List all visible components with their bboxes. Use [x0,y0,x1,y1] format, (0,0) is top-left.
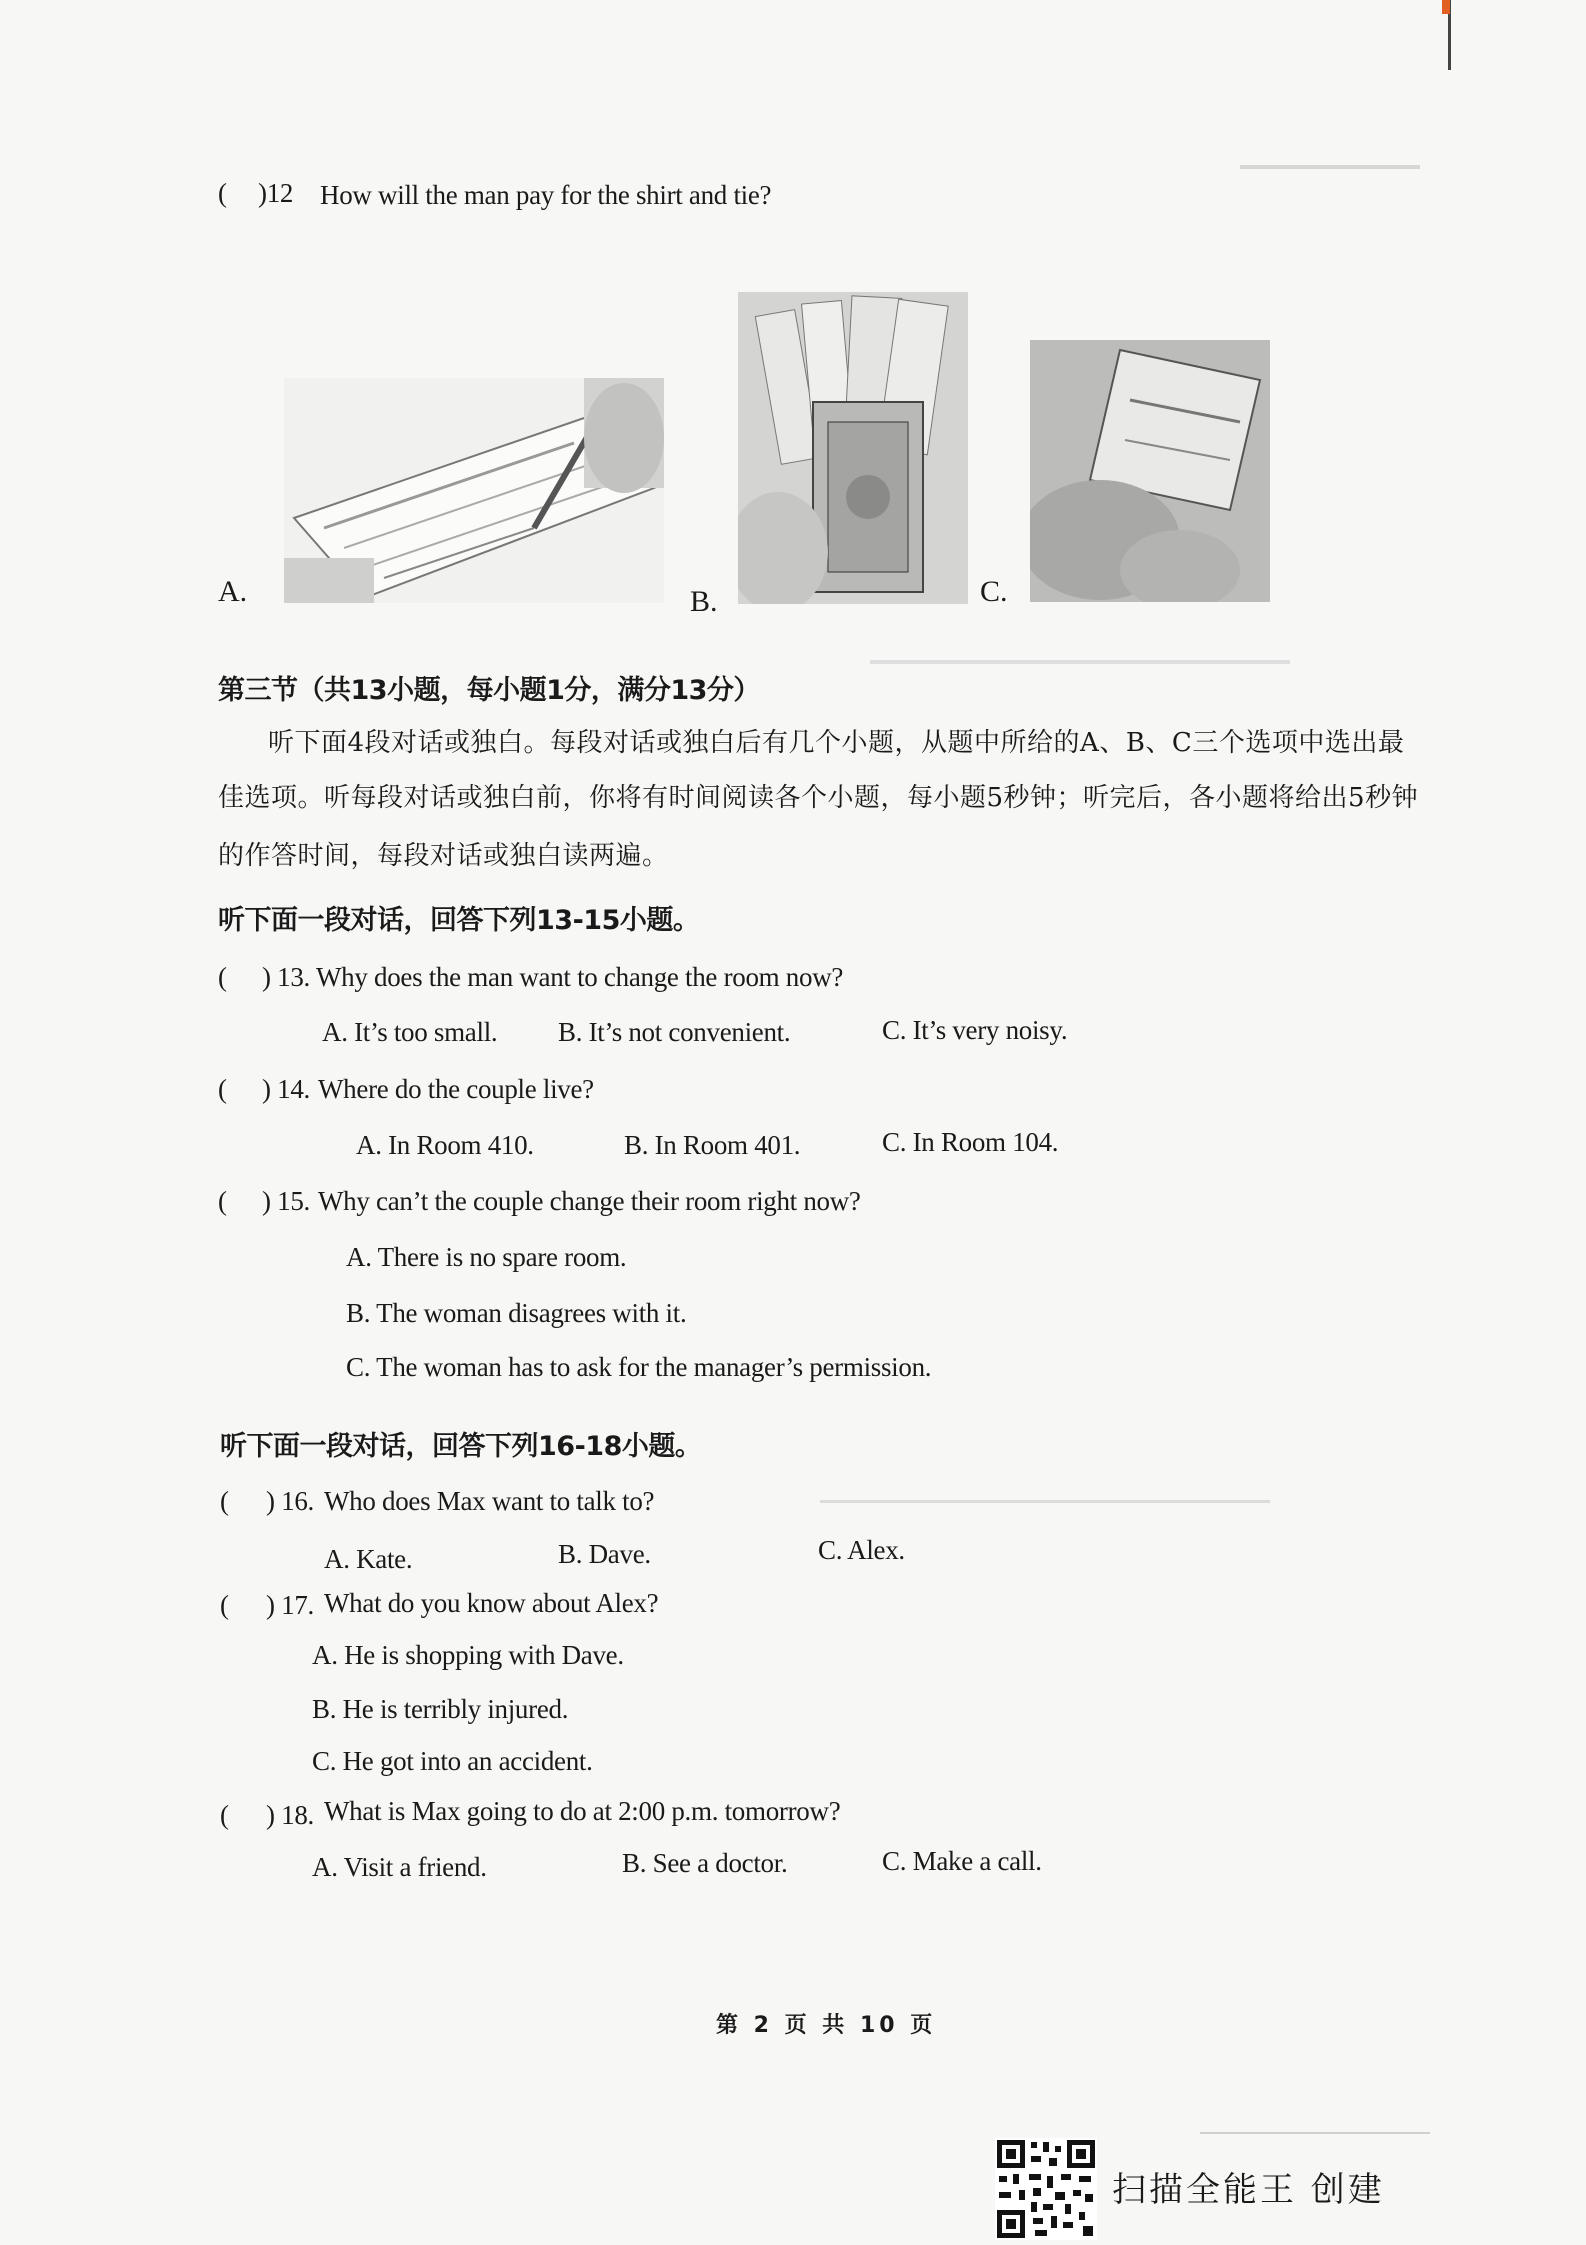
q13-question: Why does the man want to change the room now? [316,962,844,992]
q17-option-a: A. He is shopping with Dave. [312,1640,624,1670]
divider [1200,2132,1430,2134]
q13-paren: ( [218,962,227,992]
q15-option-b: B. The woman disagrees with it. [346,1298,687,1328]
q18-question: What is Max going to do at 2:00 p.m. tomorrow? [324,1796,841,1826]
q12-question: How will the man pay for the shirt and tie? [320,180,772,210]
dialog-2-heading: 听下面一段对话，回答下列16-18小题。 [220,1431,702,1462]
q17-option-b: B. He is terribly injured. [312,1694,569,1724]
q13-number: ) 13. [262,962,310,992]
q12-paren: ( [218,178,227,208]
bleed-through-mark [870,660,1290,664]
q17-paren: ( [220,1590,229,1620]
q16-number: ) 16. [266,1486,314,1516]
q12-number: )12 [258,178,294,208]
q15-number: ) 15. [262,1186,310,1216]
q18-number: ) 18. [266,1800,314,1830]
q16-paren: ( [220,1486,229,1516]
bleed-through-mark [1240,165,1420,169]
section-3-instruction-1: 听下面4段对话或独白。每段对话或独白后有几个小题，从题中所给的A、B、C三个选项中选出最 [268,728,1405,758]
cheque-image [284,378,664,603]
scanner-brand-label: 扫描全能王 创建 [1112,2170,1385,2210]
q14-option-c: C. In Room 104. [882,1127,1059,1157]
q17-option-c: C. He got into an accident. [312,1746,593,1776]
scan-edge-artifact [1442,0,1450,14]
page-number: 第 2 页 共 10 页 [716,2013,937,2038]
cash-image [738,292,968,604]
section-3-instruction-2: 佳选项。听每段对话或独白前，你将有时间阅读各个小题，每小题5秒钟；听完后，各小题将给出5秒钟 [218,783,1419,813]
q16-question: Who does Max want to talk to? [324,1486,655,1516]
qr-code-icon [995,2138,1097,2240]
bleed-through-mark [820,1500,1270,1503]
q12-option-c-label: C. [980,575,1008,608]
q16-option-b: B. Dave. [558,1539,651,1569]
q14-number: ) 14. [262,1074,310,1104]
q13-option-a: A. It’s too small. [322,1017,498,1047]
q14-option-a: A. In Room 410. [356,1130,534,1160]
q14-paren: ( [218,1074,227,1104]
q14-question: Where do the couple live? [318,1074,594,1104]
q13-option-b: B. It’s not convenient. [558,1017,791,1047]
q15-option-a: A. There is no spare room. [346,1242,627,1272]
q15-paren: ( [218,1186,227,1216]
q13-option-c: C. It’s very noisy. [882,1015,1068,1045]
q12-option-a-label: A. [218,575,248,608]
section-3-title: 第三节（共13小题，每小题1分，满分13分） [218,675,760,706]
credit-card-image [1030,340,1270,602]
q18-paren: ( [220,1800,229,1830]
q12-option-b-label: B. [690,585,718,618]
q15-question: Why can’t the couple change their room right now? [318,1186,861,1216]
q18-option-a: A. Visit a friend. [312,1852,487,1882]
q17-number: ) 17. [266,1590,314,1620]
q18-option-b: B. See a doctor. [622,1848,788,1878]
q17-question: What do you know about Alex? [324,1588,659,1618]
section-3-instruction-3: 的作答时间，每段对话或独白读两遍。 [218,841,669,871]
q18-option-c: C. Make a call. [882,1846,1042,1876]
q15-option-c: C. The woman has to ask for the manager’s permission. [346,1352,932,1382]
q16-option-c: C. Alex. [818,1535,905,1565]
q16-option-a: A. Kate. [324,1544,413,1574]
dialog-1-heading: 听下面一段对话，回答下列13-15小题。 [218,905,700,936]
q14-option-b: B. In Room 401. [624,1130,801,1160]
